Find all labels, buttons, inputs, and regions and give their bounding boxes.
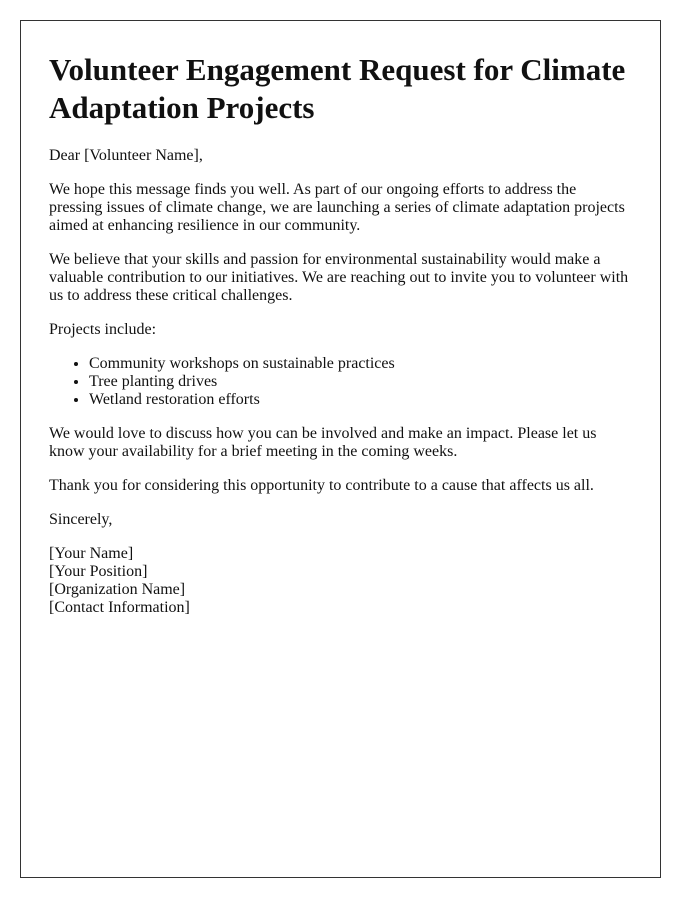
list-item: • Community workshops on sustainable practices xyxy=(89,355,632,373)
signature-name: [Your Name] xyxy=(49,545,134,562)
list-item: • Wetland restoration efforts xyxy=(89,391,632,409)
signature-contact: [Contact Information] xyxy=(49,599,190,616)
signature-block xyxy=(49,545,632,617)
paragraph-intro: We hope this message finds you well. As part of our ongoing efforts to address the pressing issues of climate change, we are launching a series of climate adaptation projects aimed at enhancing resilience in our community. xyxy=(49,181,625,234)
paragraph-thanks: Thank you for considering this opportunity to contribute to a cause that affects us all. xyxy=(49,477,594,494)
paragraph-invitation: We believe that your skills and passion for environmental sustainability would make a valuable contribution to our initiatives. We are reaching out to invite you to volunteer with us to address these critical challenges. xyxy=(49,251,629,304)
projects-list xyxy=(49,355,632,409)
letter-title: Volunteer Engagement Request for Climate Adaptation Projects xyxy=(49,52,626,125)
signature-organization: [Organization Name] xyxy=(49,581,186,598)
letter-page xyxy=(20,20,661,878)
signature-position: [Your Position] xyxy=(49,563,148,580)
projects-intro: Projects include: xyxy=(49,321,157,338)
salutation: Dear [Volunteer Name], xyxy=(49,147,203,164)
closing: Sincerely, xyxy=(49,511,113,528)
paragraph-meeting: We would love to discuss how you can be involved and make an impact. Please let us know your availability for a brief meeting in the coming weeks. xyxy=(49,425,597,460)
list-item: • Tree planting drives xyxy=(89,373,632,391)
